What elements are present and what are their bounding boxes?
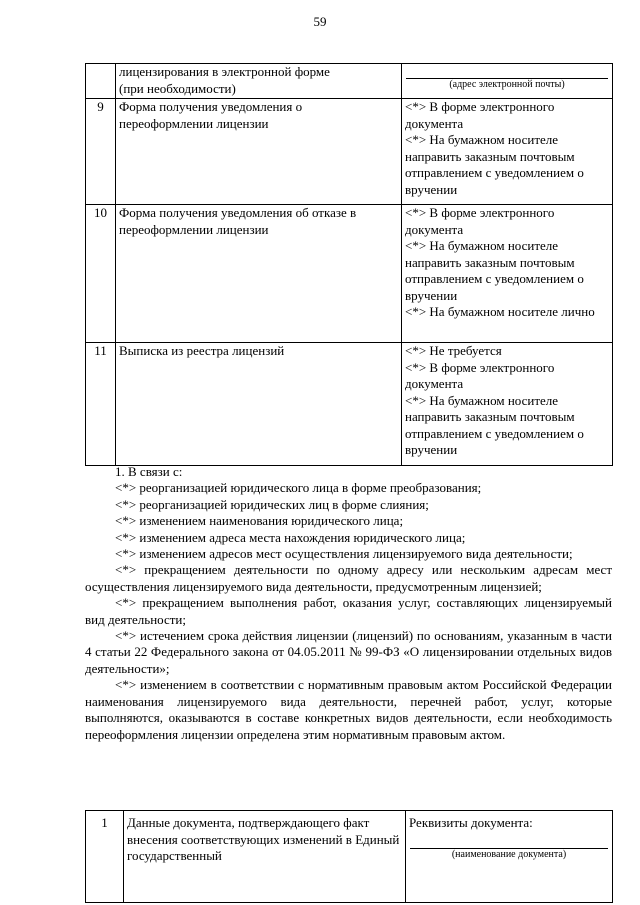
option-item: <*> На бумажном носителе лично (405, 304, 595, 319)
document-name-line (410, 834, 608, 849)
email-caption: (адрес электронной почты) (449, 79, 565, 90)
option-item: <*> На бумажном носителе направить заказным почтовым отправлением с уведомлением о вручении (405, 392, 584, 457)
page-number: 59 (313, 14, 327, 29)
row-options (402, 205, 613, 343)
row-label: Форма получения уведомления о переоформлении лицензии (116, 99, 402, 205)
list-item: <*> реорганизацией юридического лица в форме преобразования; (115, 480, 482, 496)
row-options (402, 343, 613, 466)
row-label: Данные документа, подтверждающего факт внесения соответствующих изменений в Единый государственный (124, 811, 406, 903)
row-number: 1 (86, 811, 124, 903)
table-row (86, 99, 613, 205)
table-row (86, 811, 613, 903)
application-table (85, 63, 613, 466)
intro-paragraph: 1. В связи с: (115, 464, 183, 479)
row-label: Форма получения уведомления об отказе в переоформлении лицензии (116, 205, 402, 343)
list-item: <*> изменением адреса места нахождения юридического лица; (115, 529, 466, 545)
row-options (402, 99, 613, 205)
row-number: 11 (86, 343, 116, 466)
list-item: <*> изменением наименования юридического лица; (115, 513, 404, 529)
table-row (86, 205, 613, 343)
option-item: <*> На бумажном носителе направить заказным почтовым отправлением с уведомлением о вручении (405, 132, 584, 197)
document-data-table (85, 810, 613, 903)
list-item: <*> реорганизацией юридических лиц в форме слияния; (115, 496, 429, 512)
email-field-line (406, 64, 608, 79)
table-row (86, 343, 613, 466)
list-item: <*> прекращением деятельности по одному адресу или нескольким адресам мест осуществления лицензируемого вида деятельности, предусмотренным лицензией; (85, 562, 612, 594)
table-row-continued (86, 64, 613, 99)
option-item: <*> На бумажном носителе направить заказным почтовым отправлением с уведомлением о вручении (405, 238, 584, 303)
option-item: <*> В форме электронного документа (405, 205, 555, 237)
row-label-line: (при необходимости) (119, 80, 236, 96)
list-item: <*> истечением срока действия лицензии (лицензий) по основаниям, указанным в части 4 статьи 22 Федерального закона от 04.05.2011 № 99-ФЗ «О лицензировании отдельных видов деятельности»; (85, 628, 612, 676)
option-item: <*> Не требуется (405, 343, 502, 358)
row-number: 10 (86, 205, 116, 343)
list-item: <*> изменением в соответствии с нормативным правовым актом Российской Федерации наименования лицензируемого вида деятельности, перечней работ, услуг, которые выполняются, оказываются в составе конкретных видов деятельности, если необходимость переоформления лицензии определена этим нормативным правовым актом. (85, 677, 612, 742)
row-number-cell (86, 64, 116, 99)
row-label-cell (116, 64, 402, 99)
document-requisites-cell (406, 811, 613, 903)
row-label-line: лицензирования в электронной форме (119, 64, 330, 79)
row-number: 9 (86, 99, 116, 205)
body-text (85, 464, 612, 743)
option-item: <*> В форме электронного документа (405, 99, 555, 131)
list-item: <*> изменением адресов мест осуществления лицензируемого вида деятельности; (115, 546, 573, 562)
list-item: <*> прекращением выполнения работ, оказания услуг, составляющих лицензируемый вид деятельности; (85, 595, 612, 627)
email-cell (402, 64, 613, 99)
document-name-caption: (наименование документа) (451, 848, 567, 860)
option-item: <*> В форме электронного документа (405, 359, 555, 391)
row-label: Выписка из реестра лицензий (116, 343, 402, 466)
requisites-label: Реквизиты документа: (409, 815, 533, 830)
